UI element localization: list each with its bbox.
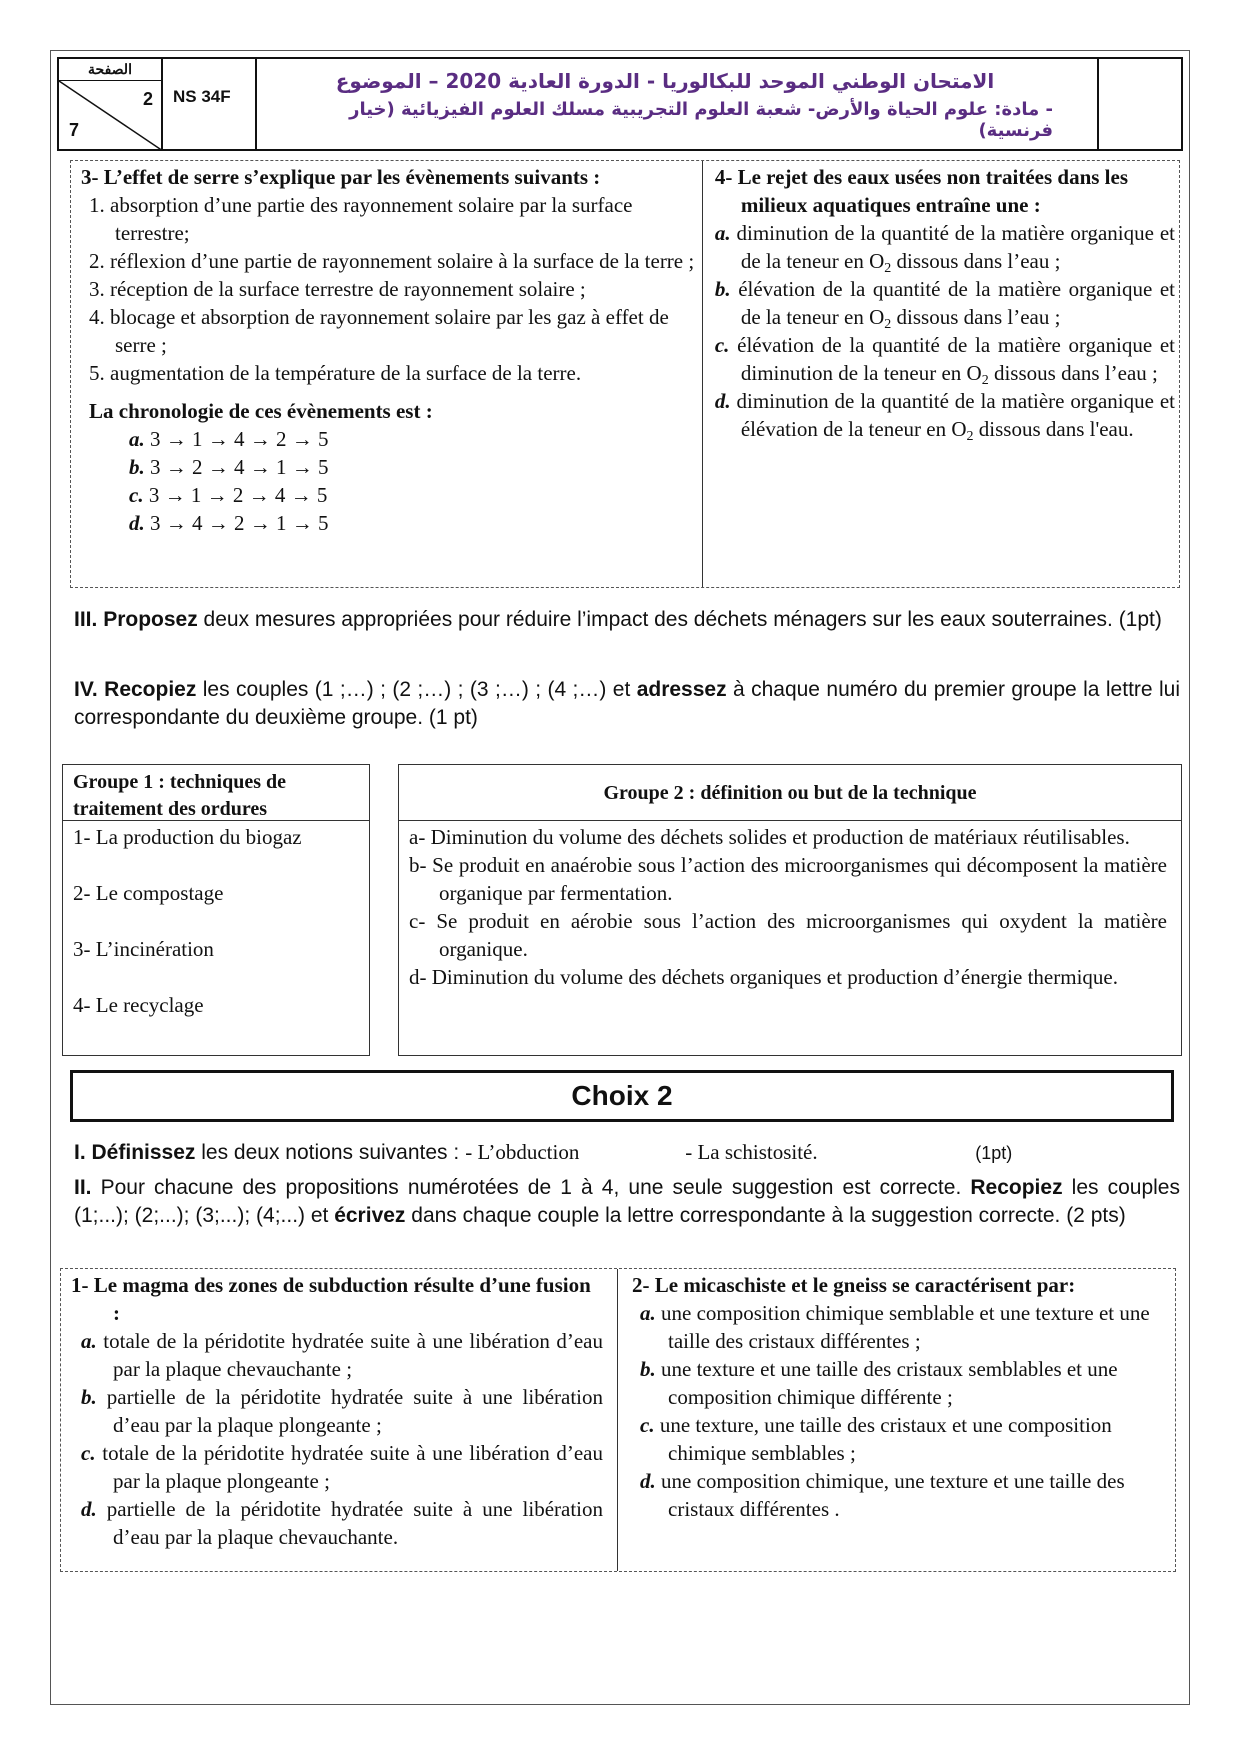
groupe-1-item: 3- L’incinération xyxy=(73,937,214,961)
notion-1: - L’obduction xyxy=(465,1140,580,1164)
option-text: 3 → 4 → 2 → 1 → 5 xyxy=(150,511,329,535)
part-IV xyxy=(74,676,1180,732)
groupe-1-item: 2- Le compostage xyxy=(73,881,224,905)
option-item xyxy=(715,275,1175,331)
option-item xyxy=(632,1299,1167,1355)
option-text: totale de la péridotite hydratée suite à une libération d’eau par la plaque chevauchante ; xyxy=(103,1329,603,1381)
subscript: 2 xyxy=(884,317,892,332)
option-text: totale de la péridotite hydratée suite à une libération d’eau par la plaque plongeante ; xyxy=(102,1441,604,1493)
option-letter: c. xyxy=(714,333,730,357)
groupe-2-header: Groupe 2 : définition ou but de la technique xyxy=(399,765,1181,821)
option-letter: a. xyxy=(714,221,731,245)
option-letter: d. xyxy=(640,1469,656,1493)
question-3 xyxy=(71,161,702,587)
groupe-2-item: b- Se produit en anaérobie sous l’action des microorganismes qui décomposent la matière organique par fermentation. xyxy=(409,853,1167,905)
option-letter: d. xyxy=(81,1497,97,1521)
choix-2-part-II xyxy=(74,1174,1180,1230)
part-verb: Proposez xyxy=(103,608,198,631)
part-text: Pour chacune des propositions numérotées de 1 à 4, une seule suggestion est correcte. xyxy=(91,1176,971,1199)
qcm-table-2 xyxy=(60,1268,1176,1572)
option-letter: c. xyxy=(640,1413,655,1437)
event-item: 2. réflexion d’une partie de rayonnement solaire à la surface de la terre ; xyxy=(89,249,695,273)
part-verb: Recopiez xyxy=(104,678,197,701)
option-item xyxy=(67,1383,603,1439)
option-text: dissous dans l'eau. xyxy=(973,417,1134,441)
option-item xyxy=(129,453,698,481)
question-title: 2- Le micaschiste et le gneiss se caractérisent par: xyxy=(632,1273,1076,1297)
option-text: une composition chimique, une texture et une taille des cristaux différentes . xyxy=(661,1469,1125,1521)
part-text: les deux notions suivantes : xyxy=(195,1141,460,1164)
option-item xyxy=(129,509,698,537)
notion-2: - La schistosité. xyxy=(685,1140,818,1164)
option-item xyxy=(67,1439,603,1495)
option-letter: a. xyxy=(640,1301,656,1325)
groupe-1-table xyxy=(62,764,370,1056)
option-letter: d. xyxy=(129,511,145,535)
part-verb: écrivez xyxy=(334,1204,406,1227)
groupe-2-item: c- Se produit en aérobie sous l’action des microorganismes qui oxydent la matière organique. xyxy=(409,909,1167,961)
question-3-events xyxy=(81,191,698,387)
subscript: 2 xyxy=(966,429,974,444)
part-text: les couples (1;...); (2;...); (3;...); (4;...) et xyxy=(74,1176,1180,1227)
exam-title-line2: - مادة: علوم الحياة والأرض- شعبة العلوم التجريبية مسلك العلوم الفيزيائية (خيار فرنسية) xyxy=(349,99,1053,141)
option-item xyxy=(632,1411,1167,1467)
part-verb: Définissez xyxy=(91,1141,196,1164)
option-text: partielle de la péridotite hydratée suite à une libération d’eau par la plaque chevauchante. xyxy=(106,1497,604,1549)
option-letter: a. xyxy=(81,1329,97,1353)
question-title: 1- Le magma des zones de subduction résulte d’une fusion : xyxy=(71,1273,591,1325)
option-item xyxy=(715,219,1175,275)
page-total: 7 xyxy=(69,120,80,140)
subscript: 2 xyxy=(884,261,892,276)
option-text: dissous dans l’eau ; xyxy=(988,361,1158,385)
option-letter: b. xyxy=(640,1357,656,1381)
option-text: dissous dans l’eau ; xyxy=(891,249,1061,273)
page-number: 2 xyxy=(142,89,153,109)
groupe-1-item: 1- La production du biogaz xyxy=(73,825,302,849)
option-text: dissous dans l’eau ; xyxy=(891,305,1061,329)
page-label: الصفحة xyxy=(59,61,161,81)
choix-2-question-1 xyxy=(61,1269,617,1571)
qcm-table-1 xyxy=(70,160,1180,588)
option-letter: c. xyxy=(81,1441,96,1465)
page-indicator xyxy=(59,59,163,149)
event-item: 4. blocage et absorption de rayonnement solaire par les gaz à effet de serre ; xyxy=(89,305,669,357)
groupe-1-header: Groupe 1 : techniques de traitement des ordures xyxy=(63,765,369,821)
exam-title-line1: الامتحان الوطني الموحد للبكالوريا - الدورة العادية 2020 – الموضوع xyxy=(335,69,995,93)
part-text: dans chaque couple la lettre correspondante à la suggestion correcte. (2 pts) xyxy=(405,1204,1126,1227)
option-item xyxy=(67,1495,603,1551)
part-number: II. xyxy=(74,1176,92,1199)
part-number: III. xyxy=(74,608,98,631)
option-letter: d. xyxy=(714,389,731,413)
option-letter: c. xyxy=(129,483,144,507)
groupe-2-table xyxy=(398,764,1182,1056)
option-item xyxy=(715,331,1175,387)
option-text: 3 → 1 → 4 → 2 → 5 xyxy=(150,427,329,451)
option-text: élévation de la quantité de la matière organique et diminution de la teneur en O xyxy=(737,333,1175,385)
option-item xyxy=(715,387,1175,443)
question-3-title: 3- L’effet de serre s’explique par les évènements suivants : xyxy=(81,165,601,189)
option-text: élévation de la quantité de la matière organique et de la teneur en O xyxy=(738,277,1175,329)
option-text: 3 → 2 → 4 → 1 → 5 xyxy=(150,455,329,479)
subscript: 2 xyxy=(981,373,989,388)
choix-2-part-I xyxy=(74,1138,1180,1167)
header-empty-cell xyxy=(1099,59,1181,149)
groupe-2-item: d- Diminution du volume des déchets organiques et production d’énergie thermique. xyxy=(409,965,1118,989)
option-letter: b. xyxy=(81,1385,97,1409)
option-letter: b. xyxy=(714,277,731,301)
option-text: une texture, une taille des cristaux et une composition chimique semblables ; xyxy=(659,1413,1112,1465)
choix-2-question-2 xyxy=(617,1269,1175,1571)
option-item xyxy=(632,1467,1167,1523)
question-4-title: 4- Le rejet des eaux usées non traitées dans les milieux aquatiques entraîne une : xyxy=(714,165,1129,217)
option-text: partielle de la péridotite hydratée suite à une libération d’eau par la plaque plongeante ; xyxy=(106,1385,604,1437)
part-verb: adressez xyxy=(636,678,727,701)
option-item xyxy=(129,425,698,453)
event-item: 3. réception de la surface terrestre de rayonnement solaire ; xyxy=(89,277,586,301)
groupe-2-item: a- Diminution du volume des déchets solides et production de matériaux réutilisables. xyxy=(409,825,1130,849)
option-text: diminution de la quantité de la matière organique et de la teneur en O xyxy=(736,221,1176,273)
option-item xyxy=(632,1355,1167,1411)
option-text: diminution de la quantité de la matière organique et élévation de la teneur en O xyxy=(736,389,1176,441)
option-letter: a. xyxy=(129,427,145,451)
event-item: 5. augmentation de la température de la surface de la terre. xyxy=(89,361,582,385)
chronology-title: La chronologie de ces évènements est : xyxy=(89,399,433,423)
choix-2-title: Choix 2 xyxy=(70,1070,1174,1122)
groupe-1-item: 4- Le recyclage xyxy=(73,993,204,1017)
part-text: les couples (1 ;…) ; (2 ;…) ; (3 ;…) ; (4 ;…) et xyxy=(196,678,637,701)
option-text: une texture et une taille des cristaux semblables et une composition chimique différente ; xyxy=(661,1357,1118,1409)
part-I-points: (1pt) xyxy=(975,1143,1013,1163)
option-letter: b. xyxy=(129,455,145,479)
option-text: une composition chimique semblable et une texture et une taille des cristaux différentes ; xyxy=(661,1301,1150,1353)
option-text: 3 → 1 → 2 → 4 → 5 xyxy=(148,483,328,507)
part-text: deux mesures appropriées pour réduire l’impact des déchets ménagers sur les eaux souterraines. (1pt) xyxy=(197,608,1162,631)
question-4 xyxy=(702,161,1179,587)
exam-title xyxy=(257,59,1099,149)
part-III xyxy=(74,606,1180,634)
part-text: à chaque numéro du premier groupe la lettre lui correspondante du deuxième groupe. (1 pt) xyxy=(74,678,1180,729)
event-item: 1. absorption d’une partie des rayonnement solaire par la surface terrestre; xyxy=(89,193,633,245)
part-number: I. xyxy=(74,1141,86,1164)
chronology-options xyxy=(81,425,698,537)
part-number: IV. xyxy=(74,678,98,701)
part-I-text xyxy=(74,1139,459,1167)
part-verb: Recopiez xyxy=(970,1176,1063,1199)
exam-header xyxy=(57,57,1183,151)
exam-code: NS 34F xyxy=(163,59,257,149)
option-item xyxy=(67,1327,603,1383)
option-item xyxy=(129,481,698,509)
